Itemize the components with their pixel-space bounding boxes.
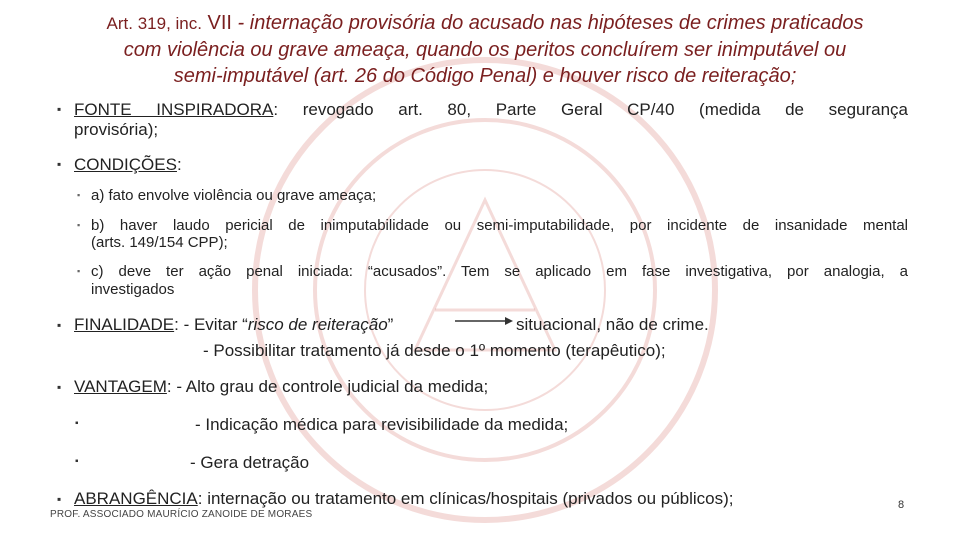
condicoes-colon: : [176,155,182,174]
condicao-b-line2: (arts. 149/154 CPP); [91,234,228,251]
abrangencia-heading: ABRANGÊNCIA [74,489,198,508]
arrow-icon [455,315,515,327]
vantagem-text: : - Alto grau de controle judicial da medida; [166,377,489,396]
finalidade-prefix: : - Evitar “ [174,315,248,334]
condicao-a: a) fato envolve violência ou grave ameaça; [91,187,377,204]
fonte-text: : revogado art. 80, Parte Geral CP/40 (medida de segurança [273,100,908,119]
finalidade-line1 [74,315,393,335]
vantagem-item2: - Gera detração [190,453,310,472]
condicoes-line [74,155,182,175]
bullet-marker: ▪ [57,380,62,394]
bullet-marker: ▪ [75,418,79,429]
title-line3: semi-imputável (art. 26 do Código Penal) e houver risco de reiteração; [173,65,797,87]
footer-author: PROF. ASSOCIADO MAURÍCIO ZANOIDE DE MORAES [50,509,313,520]
bullet-marker: ▪ [57,102,62,116]
abrangencia-line [74,489,734,509]
page-number: 8 [898,499,905,511]
sub-bullet-marker: ▪ [77,266,81,276]
finalidade-heading: FINALIDADE [74,315,175,334]
bullet-marker: ▪ [57,318,62,332]
condicao-b-line1: b) haver laudo pericial de inimputabilidade ou semi-imputabilidade, por incidente de insanidade mental [91,217,908,234]
bullet-marker: ▪ [57,492,62,506]
condicao-c-line2: investigados [91,281,175,298]
bullet-marker: ▪ [75,456,79,467]
finalidade-close-quote: ” [387,315,394,334]
abrangencia-text: : internação ou tratamento em clínicas/hospitais (privados ou públicos); [197,489,734,508]
vantagem-item1: - Indicação médica para revisibilidade da medida; [195,415,569,434]
fonte-line1 [74,100,908,120]
title-incise: VII [207,12,232,34]
vantagem-line [74,377,488,397]
finalidade-italic: risco de reiteração [247,315,388,334]
condicoes-heading: CONDIÇÕES [74,155,177,174]
vantagem-heading: VANTAGEM [74,377,167,396]
bullet-marker: ▪ [57,157,62,171]
title-line2: com violência ou grave ameaça, quando os peritos concluírem ser inimputável ou [123,39,847,61]
fonte-heading: FONTE INSPIRADORA [74,100,274,119]
finalidade-line2: - Possibilitar tratamento já desde o 1º momento (terapêutico); [203,341,666,360]
title-line1: - internação provisória do acusado nas hipóteses de crimes praticados [237,12,864,34]
fonte-line2: provisória); [74,120,159,139]
finalidade-after-arrow: situacional, não de crime. [516,315,709,334]
slide-title [20,10,950,89]
university-seal-watermark [245,50,725,530]
condicao-c-line1: c) deve ter ação penal iniciada: “acusados”. Tem se aplicado em fase investigativa, por analogia, a [91,263,908,280]
sub-bullet-marker: ▪ [77,190,81,200]
title-article: Art. 319, inc. [106,14,202,33]
sub-bullet-marker: ▪ [77,220,81,230]
